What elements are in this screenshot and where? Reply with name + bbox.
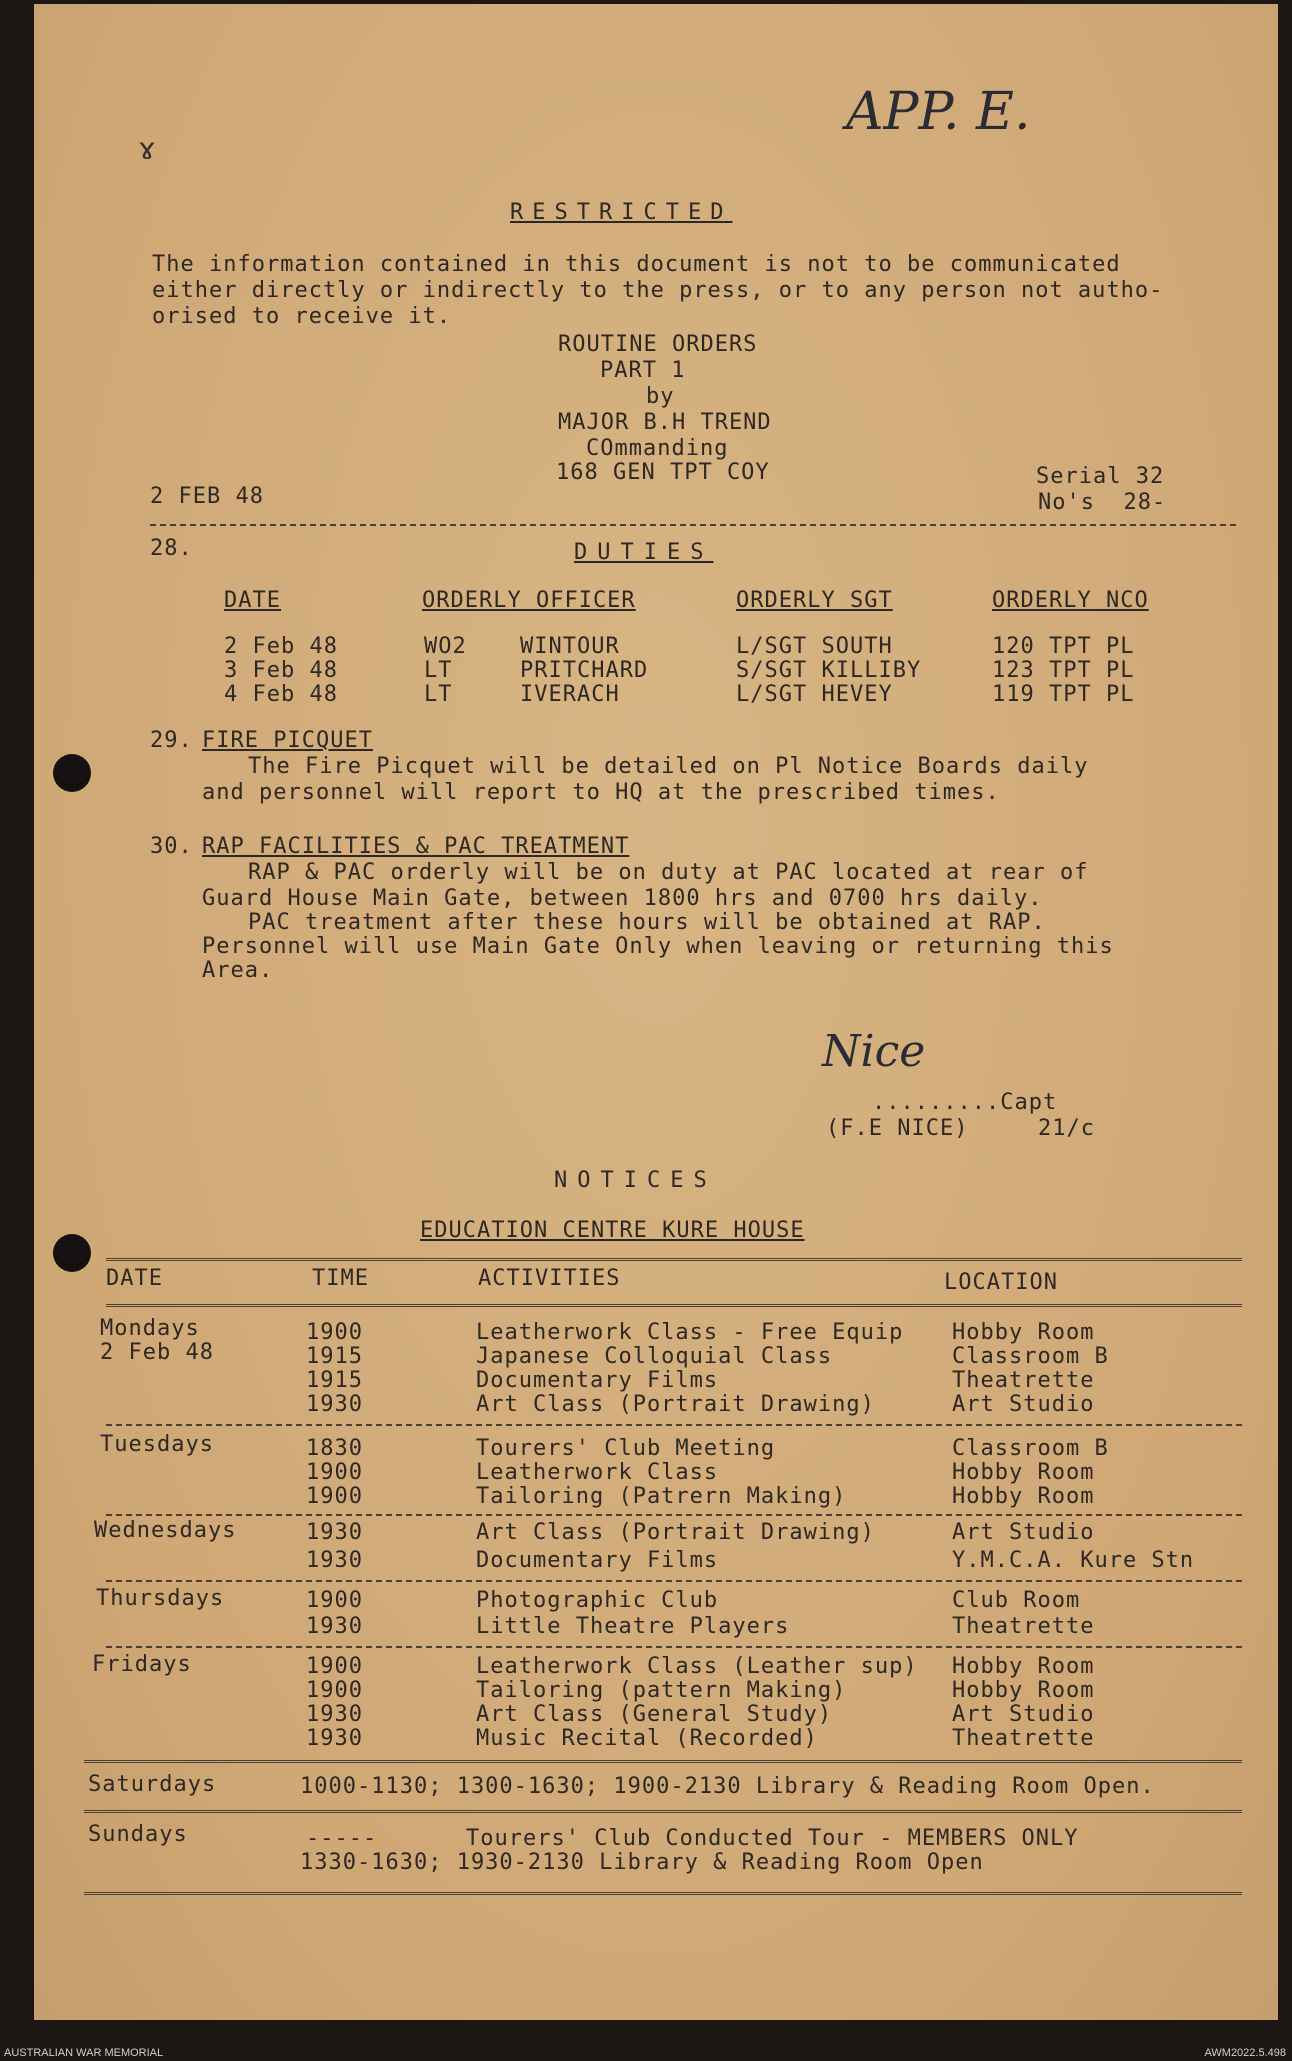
time-cell: 1900 bbox=[306, 1484, 363, 1509]
time-cell: 1900 bbox=[306, 1678, 363, 1703]
sunday-line-1: Tourers' Club Conducted Tour - MEMBERS ONLY bbox=[466, 1826, 1079, 1851]
item-29-number: 29. bbox=[150, 728, 193, 753]
day-date: 2 Feb 48 bbox=[100, 1340, 214, 1365]
notices-col-time: TIME bbox=[312, 1266, 369, 1291]
table-top-rule bbox=[106, 1258, 1242, 1261]
location-cell: Hobby Room bbox=[952, 1484, 1095, 1509]
time-cell: 1900 bbox=[306, 1588, 363, 1613]
time-cell: 1930 bbox=[306, 1702, 363, 1727]
duty-sgt: S/SGT KILLIBY bbox=[736, 658, 922, 683]
location-cell: Hobby Room bbox=[952, 1654, 1095, 1679]
time-cell: 1930 bbox=[306, 1726, 363, 1751]
signatory-name: (F.E NICE) bbox=[826, 1116, 969, 1141]
location-cell: Art Studio bbox=[952, 1702, 1095, 1727]
signature: Nice bbox=[822, 1026, 926, 1077]
activity-cell: Art Class (General Study) bbox=[476, 1702, 833, 1727]
location-cell: Y.M.C.A. Kure Stn bbox=[952, 1548, 1195, 1573]
duties-col-officer: ORDERLY OFFICER bbox=[422, 588, 636, 613]
location-cell: Hobby Room bbox=[952, 1320, 1095, 1345]
group-rule bbox=[106, 1646, 1242, 1648]
notice-line-1: The information contained in this document is not to be communicated bbox=[152, 252, 1121, 277]
activity-cell: Leatherwork Class (Leather sup) bbox=[476, 1654, 918, 1679]
item-29-title: FIRE PICQUET bbox=[202, 728, 373, 753]
notices-col-location: LOCATION bbox=[944, 1270, 1058, 1295]
activity-cell: Leatherwork Class bbox=[476, 1460, 719, 1485]
activity-cell: Tailoring (Patrern Making) bbox=[476, 1484, 847, 1509]
time-cell: 1900 bbox=[306, 1320, 363, 1345]
activity-cell: Documentary Films bbox=[476, 1368, 719, 1393]
item-30-line-1: RAP & PAC orderly will be on duty at PAC located at rear of bbox=[248, 860, 1089, 885]
duty-rank: LT bbox=[424, 658, 453, 683]
header-title: ROUTINE ORDERS bbox=[558, 332, 758, 357]
signature-dots: .........Capt bbox=[872, 1090, 1058, 1115]
duty-rank: WO2 bbox=[424, 634, 467, 659]
activity-cell: Music Recital (Recorded) bbox=[476, 1726, 818, 1751]
signatory-title: 21/c bbox=[1038, 1116, 1095, 1141]
item-30-title: RAP FACILITIES & PAC TREATMENT bbox=[202, 834, 630, 859]
item-29-line-1: The Fire Picquet will be detailed on Pl Notice Boards daily bbox=[248, 754, 1089, 779]
notices-col-activities: ACTIVITIES bbox=[478, 1266, 621, 1291]
saturday-label: Saturdays bbox=[88, 1772, 217, 1797]
location-cell: Classroom B bbox=[952, 1436, 1109, 1461]
notice-line-2: either directly or indirectly to the press, or to any person not autho- bbox=[152, 278, 1164, 303]
day-label: Thursdays bbox=[96, 1586, 225, 1611]
location-cell: Art Studio bbox=[952, 1392, 1095, 1417]
punch-hole bbox=[53, 754, 91, 792]
header-unit: 168 GEN TPT COY bbox=[556, 460, 770, 485]
duty-sgt: L/SGT SOUTH bbox=[736, 634, 893, 659]
duty-date: 3 Feb 48 bbox=[224, 658, 338, 683]
location-cell: Hobby Room bbox=[952, 1460, 1095, 1485]
header-role: COmmanding bbox=[586, 436, 729, 461]
sunday-time: ----- bbox=[306, 1826, 378, 1851]
duty-nco: 120 TPT PL bbox=[992, 634, 1135, 659]
duty-date: 4 Feb 48 bbox=[224, 682, 338, 707]
saturday-schedule: 1000-1130; 1300-1630; 1900-2130 Library & Reading Room Open. bbox=[300, 1774, 1155, 1799]
order-numbers: No's 28- bbox=[1038, 490, 1167, 515]
header-officer: MAJOR B.H TREND bbox=[558, 410, 772, 435]
location-cell: Art Studio bbox=[952, 1520, 1095, 1545]
location-cell: Theatrette bbox=[952, 1726, 1095, 1751]
day-label: Mondays bbox=[100, 1316, 200, 1341]
duty-rank: LT bbox=[424, 682, 453, 707]
activity-cell: Art Class (Portrait Drawing) bbox=[476, 1520, 875, 1545]
tick-mark: ɤ bbox=[138, 132, 157, 167]
time-cell: 1900 bbox=[306, 1654, 363, 1679]
item-29-line-2: and personnel will report to HQ at the prescribed times. bbox=[202, 780, 1000, 805]
duties-col-nco: ORDERLY NCO bbox=[992, 588, 1149, 613]
time-cell: 1930 bbox=[306, 1614, 363, 1639]
order-date: 2 FEB 48 bbox=[150, 484, 264, 509]
time-cell: 1900 bbox=[306, 1460, 363, 1485]
item-30-line-4: Personnel will use Main Gate Only when leaving or returning this bbox=[202, 934, 1114, 959]
activity-cell: Tailoring (pattern Making) bbox=[476, 1678, 847, 1703]
activity-cell: Art Class (Portrait Drawing) bbox=[476, 1392, 875, 1417]
day-label: Fridays bbox=[92, 1652, 192, 1677]
header-by: by bbox=[646, 384, 675, 409]
item-30-line-2: Guard House Main Gate, between 1800 hrs and 0700 hrs daily. bbox=[202, 886, 1043, 911]
time-cell: 1930 bbox=[306, 1548, 363, 1573]
header-part: PART 1 bbox=[600, 358, 686, 383]
divider bbox=[150, 524, 1236, 526]
notices-heading: NOTICES bbox=[554, 1168, 717, 1193]
location-cell: Theatrette bbox=[952, 1614, 1095, 1639]
activity-cell: Photographic Club bbox=[476, 1588, 719, 1613]
time-cell: 1930 bbox=[306, 1392, 363, 1417]
duties-col-sgt: ORDERLY SGT bbox=[736, 588, 893, 613]
group-rule bbox=[84, 1810, 1242, 1813]
duty-nco: 119 TPT PL bbox=[992, 682, 1135, 707]
group-rule bbox=[106, 1424, 1242, 1426]
notice-line-3: orised to receive it. bbox=[152, 304, 452, 329]
duty-officer: PRITCHARD bbox=[520, 658, 649, 683]
duty-nco: 123 TPT PL bbox=[992, 658, 1135, 683]
duty-sgt: L/SGT HEVEY bbox=[736, 682, 893, 707]
item-28-number: 28. bbox=[150, 536, 193, 561]
item-30-line-3: PAC treatment after these hours will be obtained at RAP. bbox=[248, 910, 1046, 935]
location-cell: Theatrette bbox=[952, 1368, 1095, 1393]
duties-col-date: DATE bbox=[224, 588, 281, 613]
day-label: Wednesdays bbox=[94, 1518, 237, 1543]
header-rule bbox=[106, 1304, 1242, 1307]
punch-hole bbox=[53, 1234, 91, 1272]
group-rule bbox=[106, 1514, 1242, 1516]
classification: RESTRICTED bbox=[510, 200, 733, 225]
footer-reference: AWM2022.5.498 bbox=[1204, 2047, 1286, 2059]
activity-cell: Tourers' Club Meeting bbox=[476, 1436, 776, 1461]
duty-officer: WINTOUR bbox=[520, 634, 620, 659]
notices-col-date: DATE bbox=[106, 1266, 163, 1291]
serial-number: Serial 32 bbox=[1036, 464, 1165, 489]
location-cell: Club Room bbox=[952, 1588, 1081, 1613]
sunday-label: Sundays bbox=[88, 1822, 188, 1847]
activity-cell: Japanese Colloquial Class bbox=[476, 1344, 833, 1369]
time-cell: 1915 bbox=[306, 1368, 363, 1393]
group-rule bbox=[84, 1760, 1242, 1763]
item-30-number: 30. bbox=[150, 834, 193, 859]
duty-officer: IVERACH bbox=[520, 682, 620, 707]
activity-cell: Leatherwork Class - Free Equip bbox=[476, 1320, 904, 1345]
appendix-annotation: APP. E. bbox=[846, 82, 1031, 142]
table-bottom-rule bbox=[84, 1892, 1242, 1895]
footer-source: AUSTRALIAN WAR MEMORIAL bbox=[4, 2047, 164, 2059]
time-cell: 1830 bbox=[306, 1436, 363, 1461]
location-cell: Hobby Room bbox=[952, 1678, 1095, 1703]
activity-cell: Documentary Films bbox=[476, 1548, 719, 1573]
activity-cell: Little Theatre Players bbox=[476, 1614, 790, 1639]
sunday-line-2: 1330-1630; 1930-2130 Library & Reading Room Open bbox=[300, 1850, 984, 1875]
notices-subheading: EDUCATION CENTRE KURE HOUSE bbox=[420, 1218, 805, 1243]
day-label: Tuesdays bbox=[100, 1432, 214, 1457]
document-page bbox=[34, 4, 1278, 2020]
group-rule bbox=[106, 1580, 1242, 1582]
duty-date: 2 Feb 48 bbox=[224, 634, 338, 659]
location-cell: Classroom B bbox=[952, 1344, 1109, 1369]
item-30-line-5: Area. bbox=[202, 958, 274, 983]
duties-heading: DUTIES bbox=[574, 540, 714, 565]
time-cell: 1915 bbox=[306, 1344, 363, 1369]
time-cell: 1930 bbox=[306, 1520, 363, 1545]
